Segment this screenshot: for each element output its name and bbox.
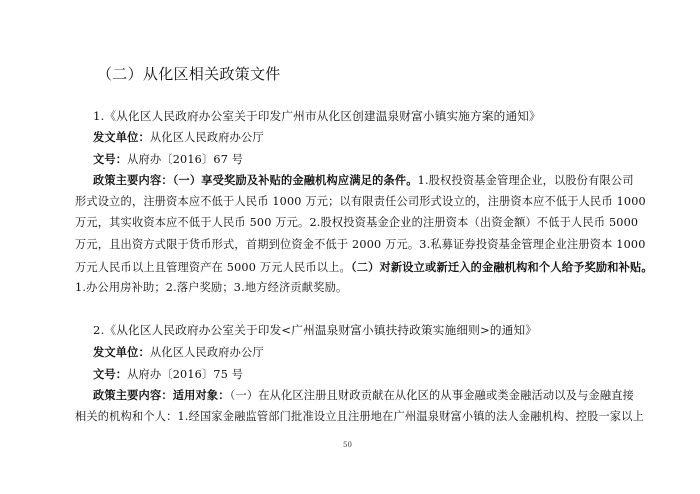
content-subheading: （二）对新设立或新迁入的金融机构和个人给予奖励和补贴。 — [350, 260, 653, 274]
content-text: （一）在从化区注册且财政贡献在从化区的从事金融或类金融活动以及与金融直接 — [229, 389, 635, 402]
content-line: 形式设立的，注册资本应不低于人民币 1000 万元；以有限责任公司形式设立的，注册资本应不低于人民币 1000 — [75, 195, 646, 208]
item-1-heading: 1.《从化区人民政府办公室关于印发广州市从化区创建温泉财富小镇实施方案的通知》 — [93, 109, 541, 123]
item-2-docno-row — [93, 367, 243, 382]
item-2-issuer-row — [93, 345, 264, 360]
item-1-content-row — [93, 173, 634, 188]
item-1-issuer-row — [93, 130, 264, 145]
content-label: 政策主要内容： — [93, 173, 173, 187]
doc-no-label: 文号： — [93, 152, 128, 166]
content-line-with-subheading — [75, 260, 653, 275]
content-line: 1.办公用房补助；2.落户奖励；3.地方经济贡献奖励。 — [75, 281, 348, 294]
doc-no-label: 文号： — [93, 367, 128, 381]
issuer-value: 从化区人民政府办公厅 — [149, 131, 264, 144]
page-number: 50 — [343, 441, 352, 449]
issuer-label: 发文单位： — [93, 130, 150, 144]
content-line: 相关的机构和个人：1.经国家金融监管部门批准设立且注册地在广州温泉财富小镇的法人金融机构、控股一家以上 — [75, 410, 645, 423]
content-line: 万元，其实收资本应不低于人民币 500 万元。2.股权投资基金企业的注册资本（出资金额）不低于人民币 5000 — [75, 216, 639, 229]
issuer-value: 从化区人民政府办公厅 — [149, 346, 264, 359]
content-line: 万元，且出资方式限于货币形式，首期到位资金不低于 2000 万元。3.私募证券投资基金管理企业注册资本 1000 — [75, 238, 646, 251]
content-label: 政策主要内容： — [93, 388, 173, 402]
content-text: 1.股权投资基金管理企业，以股份有限公司 — [417, 174, 634, 187]
content-text: 万元人民币以上且管理资产在 5000 万元人民币以上。 — [75, 261, 351, 274]
doc-no-value: 从府办〔2016〕75 号 — [127, 368, 244, 381]
content-subheading: 适用对象： — [172, 388, 230, 402]
doc-no-value: 从府办〔2016〕67 号 — [127, 153, 244, 166]
section-title: （二）从化区相关政策文件 — [97, 65, 281, 83]
content-subheading: （一）享受奖励及补贴的金融机构应满足的条件。 — [172, 173, 418, 187]
item-1-docno-row — [93, 152, 243, 167]
item-2-heading: 2.《从化区人民政府办公室关于印发<广州温泉财富小镇扶持政策实施细则>的通知》 — [93, 323, 538, 337]
issuer-label: 发文单位： — [93, 345, 150, 359]
item-2-content-row — [93, 388, 634, 403]
